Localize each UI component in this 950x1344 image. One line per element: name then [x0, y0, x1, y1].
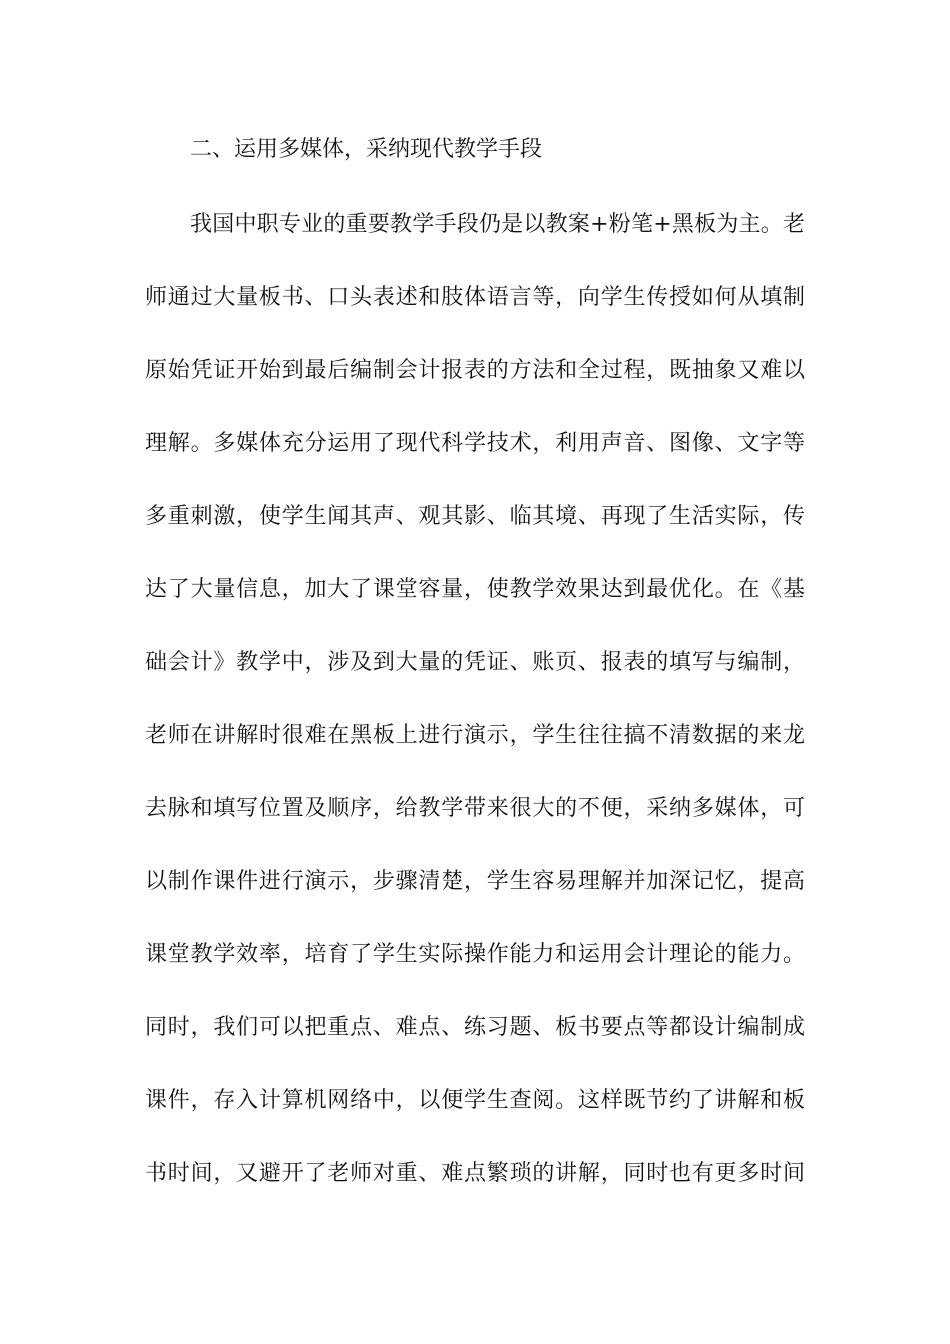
section-heading: 二、运用多媒体，采纳现代教学手段 — [190, 137, 543, 162]
paragraph-line-7: 础会计》教学中，涉及到大量的凭证、账页、报表的填写与编制， — [145, 650, 805, 675]
paragraph-line-9: 去脉和填写位置及顺序，给教学带来很大的不便，采纳多媒体，可 — [145, 796, 805, 821]
paragraph-line-5: 多重刺激，使学生闻其声、观其影、临其境、再现了生活实际，传 — [145, 504, 805, 529]
paragraph-line-12: 同时，我们可以把重点、难点、练习题、板书要点等都设计编制成 — [145, 1015, 805, 1040]
paragraph-line-6: 达了大量信息，加大了课堂容量，使教学效果达到最优化。在《基 — [145, 577, 805, 602]
paragraph-line-1: 我国中职专业的重要教学手段仍是以教案+粉笔+黑板为主。老 — [190, 212, 805, 237]
paragraph-line-13: 课件，存入计算机网络中，以便学生查阅。这样既节约了讲解和板 — [145, 1088, 805, 1113]
paragraph-line-14: 书时间，又避开了老师对重、难点繁琐的讲解，同时也有更多时间 — [145, 1161, 805, 1186]
paragraph-line-11: 课堂教学效率，培育了学生实际操作能力和运用会计理论的能力。 — [145, 942, 805, 967]
paragraph-line-4: 理解。多媒体充分运用了现代科学技术，利用声音、图像、文字等 — [145, 431, 805, 456]
paragraph-line-8: 老师在讲解时很难在黑板上进行演示，学生往往搞不清数据的来龙 — [145, 723, 805, 748]
paragraph-line-10: 以制作课件进行演示，步骤清楚，学生容易理解并加深记忆，提高 — [145, 869, 805, 894]
paragraph-line-3: 原始凭证开始到最后编制会计报表的方法和全过程，既抽象又难以 — [145, 358, 805, 383]
paragraph-line-2: 师通过大量板书、口头表述和肢体语言等，向学生传授如何从填制 — [145, 285, 805, 310]
